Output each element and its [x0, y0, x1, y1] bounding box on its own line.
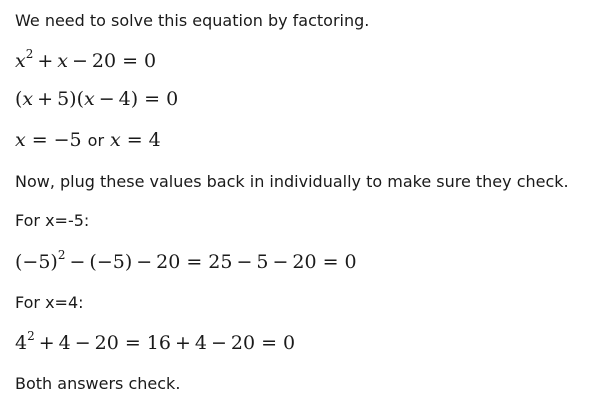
fac-close: )	[130, 88, 139, 110]
eq-minus: −	[72, 50, 88, 72]
c2-n20: 20	[230, 332, 256, 354]
c1-n25: 25	[208, 251, 233, 273]
check1-label: For x=-5:	[15, 211, 90, 230]
eq-zero: 0	[144, 50, 157, 72]
eq-var: x	[15, 50, 26, 72]
sol-or: or	[87, 131, 105, 150]
c1-minus3: −	[236, 251, 253, 273]
fac-five: 5	[57, 88, 70, 110]
fac-x2: x	[83, 88, 95, 110]
c2-minus1: −	[74, 332, 91, 354]
sol-eq1: =	[31, 129, 48, 151]
solutions-line	[15, 129, 161, 151]
c2-eq2: =	[261, 332, 278, 354]
check1-equation	[15, 248, 357, 273]
fac-minus: −	[98, 88, 115, 110]
c2-plus2: +	[174, 332, 191, 354]
eq-equals: =	[122, 50, 139, 72]
c1-n20: 20	[292, 251, 317, 273]
c2-n4b: 4	[194, 332, 207, 354]
c1-n5: 5	[256, 251, 269, 273]
check2-equation	[15, 329, 296, 354]
c1-zero: 0	[344, 251, 357, 273]
c1-term2: (−5)	[89, 251, 133, 273]
c2-eq1: =	[124, 332, 141, 354]
c2-c20: 20	[94, 332, 119, 354]
c2-base: 4	[15, 332, 28, 354]
c2-n16: 16	[146, 332, 171, 354]
c1-exp: 2	[57, 248, 66, 262]
c2-n4: 4	[58, 332, 71, 354]
sol-x2: x	[110, 129, 121, 151]
eq-constant: 20	[91, 50, 117, 72]
c1-eq2: =	[322, 251, 339, 273]
c1-minus1: −	[69, 251, 86, 273]
fac-equals: =	[144, 88, 161, 110]
c2-plus1: +	[38, 332, 55, 354]
instruction-text: Now, plug these values back in individually to make sure they check.	[15, 172, 569, 191]
fac-zero: 0	[166, 88, 179, 110]
check2-label: For x=4:	[15, 293, 84, 312]
sol-val1: −5	[53, 129, 82, 151]
fac-four: 4	[118, 88, 131, 110]
c1-base: (−5)	[15, 251, 58, 273]
eq-var-2: x	[57, 50, 68, 72]
fac-x1: x	[22, 88, 34, 110]
intro-text: We need to solve this equation by factoring.	[15, 11, 370, 30]
c2-minus2: −	[210, 332, 227, 354]
fac-close-open: )(	[69, 88, 84, 110]
c1-eq1: =	[186, 251, 203, 273]
factored-equation	[15, 88, 178, 110]
original-equation	[15, 47, 157, 72]
c2-exp: 2	[27, 329, 35, 343]
eq-exponent: 2	[25, 47, 34, 61]
c1-minus4: −	[272, 251, 289, 273]
c2-zero: 0	[283, 332, 296, 354]
sol-x1: x	[15, 129, 26, 151]
c1-c20: 20	[156, 251, 181, 273]
sol-val2: 4	[148, 129, 161, 151]
fac-plus: +	[37, 88, 54, 110]
eq-plus: +	[37, 50, 54, 72]
c1-minus2: −	[136, 251, 153, 273]
sol-eq2: =	[126, 129, 143, 151]
conclusion-text: Both answers check.	[15, 374, 181, 393]
fac-open: (	[15, 88, 23, 110]
